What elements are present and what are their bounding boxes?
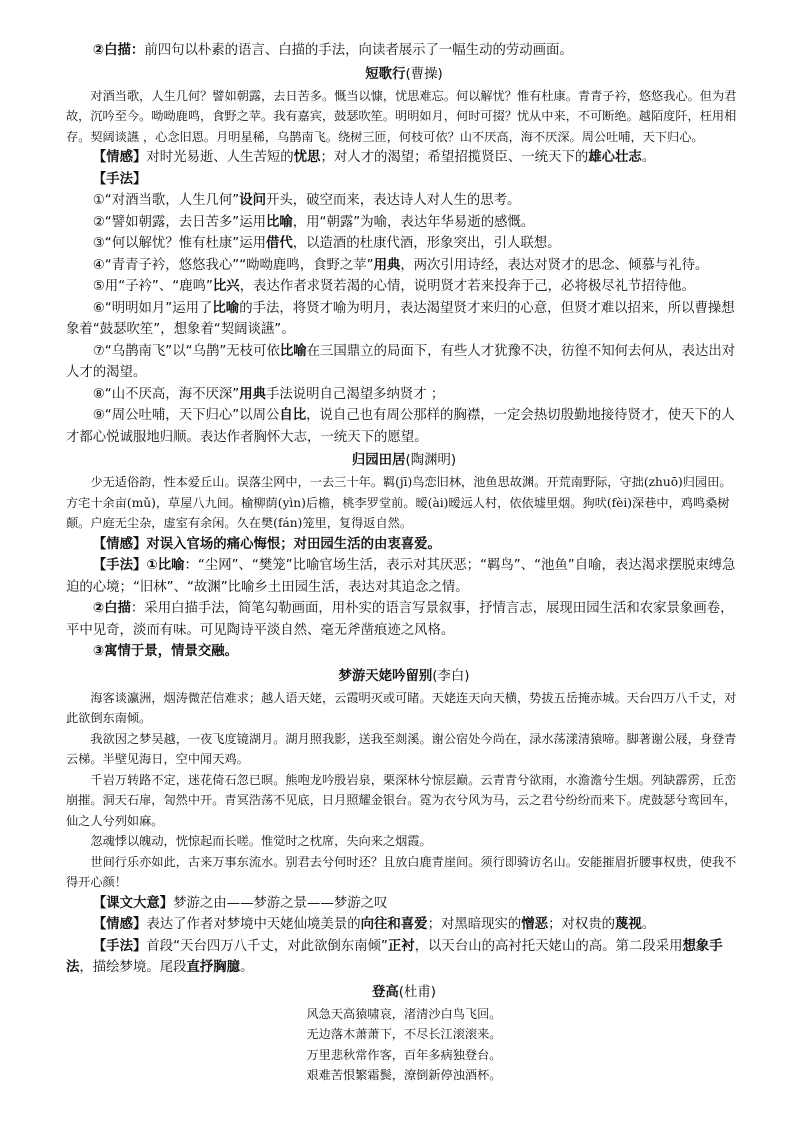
baimiao-text: 前四句以朴素的语言、白描的手法，向读者展示了一幅生动的劳动画面。: [144, 43, 573, 58]
myt-technique-t4: 。: [240, 960, 254, 975]
myt-technique-tag: 【手法】: [92, 938, 147, 954]
gytj-poem: 少无适俗韵，性本爱丘山。误落尘网中，一去三十年。羁(jī)鸟恋旧林，池鱼思故渊。开荒南野际，守拙(zhuō)归园田。方宅十余亩(mǔ)，草屋八九间。榆柳荫(yìn)后檐，桃李罗堂前。暧(ài)暧远人村，依依墟里烟。狗吠(fèi)深巷中，鸡鸣桑树颠。户庭无尘杂，虚室有余闲。久在樊(fán)笼里，复得返自然。: [66, 475, 732, 530]
dgx-emotion-t1: 对时光易逝、人生苦短的: [146, 150, 294, 165]
dg-poem-line: 风急天高猿啸哀，渚清沙白鸟飞回。: [306, 1006, 502, 1021]
dg-poem-line: 无边落木萧萧下，不尽长江滚滚来。: [306, 1027, 502, 1041]
myt-emotion-t1: 表达了作者对梦境中天姥仙境美景的: [146, 917, 361, 932]
dgx-emotion-t2: ；对人才的渴望；希望招揽贤臣、一统天下的: [320, 150, 589, 165]
dgx-technique-item-text: ，表达作者求贤若渴的心情，说明贤才若来投奔于己，必将极尽礼节招待他。: [239, 279, 695, 294]
dg-poem: [66, 1004, 742, 1086]
dgx-technique-item-keyword: 比喻: [265, 214, 293, 230]
dgx-poem: 对酒当歌，人生几何？譬如朝露，去日苦多。慨当以慷，忧思难忘。何以解忧？惟有杜康。青青子衿，悠悠我心。但为君故，沉吟至今。呦呦鹿鸣，食野之苹。我有嘉宾，鼓瑟吹笙。明明如月，何时可掇？忧从中来，不可断绝。越陌度阡，枉用相存。契阔谈讌 ，心念旧恩。月明星稀，乌鹊南飞。绕树三匝，何枝可依？山不厌高，海不厌深。周公吐哺，天下归心。: [66, 88, 737, 144]
dgx-technique-item-keyword: 比喻: [279, 343, 307, 359]
myt-emotion-t3: ；对权贵的: [548, 917, 616, 932]
dg-title: [66, 982, 742, 1004]
myt-emotion: [66, 914, 742, 936]
myt-emotion-t2: ；对黑暗现实的: [427, 917, 522, 932]
gytj-technique-1: [66, 555, 742, 598]
dgx-title-text: 短歌行: [365, 66, 406, 82]
gytj-technique-1-text: ：“尘网”、“樊笼”比喻官场生活，表示对其厌恶；“羁鸟”、“池鱼”自喻，表达渴求摆脱束缚急迫的心境；“旧林”、“故渊”比喻乡土田园生活，表达对其追念之情。: [66, 558, 736, 595]
dgx-technique-item: [66, 255, 742, 277]
dgx-technique-item-text: ，以造酒的杜康代酒，形象突出，引人联想。: [292, 236, 561, 251]
baimiao-note: [66, 40, 742, 62]
gytj-author: (陶渊明): [405, 453, 457, 468]
dgx-technique-item-text: ①“对酒当歌，人生几何”: [92, 193, 240, 208]
dgx-technique-item-text: ⑨“周公吐哺，天下归心”以周公: [92, 408, 280, 423]
myt-poem-p5: 世间行乐亦如此，古来万事东流水。别君去兮何时还？且放白鹿青崖间。须行即骑访名山。安能摧眉折腰事权贵，使我不得开心颜！: [66, 854, 737, 889]
dgx-technique-item: [66, 298, 742, 341]
myt-technique-b2: 想象手法: [66, 938, 723, 975]
dgx-author: (曹操): [405, 66, 443, 82]
dg-author: (杜甫): [398, 984, 436, 1000]
dgx-technique-item-text: ④“青青子衿，悠悠我心”“呦呦鹿鸣，食野之苹”: [92, 257, 374, 273]
dgx-technique-item: [66, 384, 742, 406]
dgx-technique-item-keyword: 自比: [279, 408, 307, 423]
myt-technique-t1: 首段“天台四万八千丈，对此欲倒东南倾”: [146, 938, 388, 954]
dgx-technique-item-text: 在三国鼎立的局面下，有些人才犹豫不决，彷徨不知何去何从，表达出对人才的渴望。: [66, 343, 736, 380]
myt-emotion-b2: 憎恶: [521, 917, 549, 932]
dgx-technique-item-keyword: 比兴: [212, 279, 240, 294]
myt-poem-p3: 千岩万转路不定，迷花倚石忽已暝。熊咆龙吟殷岩泉，栗深林兮惊层巅。云青青兮欲雨，水澹澹兮生烟。列缺霹雳，丘峦崩摧。洞天石扉，訇然中开。青冥浩荡不见底，日月照耀金银台。霓为衣兮风为马，云之君兮纷纷而来下。虎鼓瑟兮鸾回车，仙之人兮列如麻。: [66, 772, 737, 828]
dg-poem-line: 万里悲秋常作客，百年多病独登台。: [306, 1047, 502, 1062]
dgx-emotion-b2: 雄心壮志: [588, 150, 642, 165]
myt-main-idea-text: 梦游之由——梦游之景——梦游之叹: [173, 895, 388, 911]
dgx-technique-item-keyword: 用典: [373, 257, 401, 273]
dgx-technique-item: [66, 276, 742, 298]
dgx-technique-item-text: ②“譬如朝露，去日苦多”运用: [92, 214, 266, 230]
myt-technique-b1: 正衬: [387, 938, 415, 954]
myt-technique: [66, 936, 742, 979]
gytj-technique-2: [66, 598, 742, 641]
baimiao-tag: ②白描：: [92, 43, 145, 58]
dgx-technique-item-text: ⑦“乌鹊南飞”以“乌鹊”无枝可依: [92, 343, 280, 359]
myt-technique-b3: 直抒胸臆: [186, 960, 241, 975]
dgx-technique-item-keyword: 设问: [239, 193, 266, 208]
myt-emotion-tag: 【情感】: [92, 917, 147, 932]
gytj-emotion: 【情感】对误入官场的痛心悔恨；对田园生活的由衷喜爱。: [92, 536, 441, 552]
myt-emotion-t4: 。: [641, 917, 656, 932]
gytj-technique-1-bold: ①比喻: [146, 558, 185, 573]
dgx-technique-item-text: 手法说明自己渴望多纳贤才 ；: [265, 386, 445, 402]
dgx-technique-item-keyword: 用典: [239, 386, 266, 402]
myt-poem-p4: 忽魂悸以魄动，恍惊起而长嗟。惟觉时之枕席，失向来之烟霞。: [90, 834, 432, 848]
dgx-technique-item-text: ，两次引用诗经，表达对贤才的思念、倾慕与礼待。: [400, 257, 709, 273]
gytj-title: [66, 450, 742, 472]
myt-main-idea-tag: 【课文大意】: [92, 895, 174, 911]
myt-emotion-b1: 向往和喜爱: [360, 917, 428, 932]
dgx-technique-item-text: 开头，破空而来，表达诗人对人生的思考。: [265, 193, 521, 208]
gytj-technique-3: ③寓情于景，情景交融。: [92, 644, 239, 659]
dgx-technique-item: [66, 212, 742, 234]
dgx-technique-item-text: ⑧“山不厌高，海不厌深”: [92, 386, 240, 402]
dgx-technique-item-text: 的手法，将贤才喻为明月，表达渴望贤才来归的心意，但贤才难以招来，所以曹操想象着“鼓瑟吹笙”，想象着“契阔谈讌”。: [66, 300, 735, 337]
dgx-technique-item-keyword: 比喻: [212, 300, 240, 316]
dgx-technique-item-text: ，说自己也有周公那样的胸襟，一定会热切殷勤地接待贤才，使天下的人才都心悦诚服地归顺。表达作者胸怀大志，一统天下的愿望。: [66, 408, 735, 445]
dgx-title: [66, 64, 742, 86]
myt-author: (李白): [432, 668, 470, 684]
myt-technique-t3: ，描绘梦境。尾段: [79, 960, 187, 975]
dgx-technique-item-text: ，用“朝露”为喻，表达年华易逝的感慨。: [292, 214, 535, 230]
dgx-technique-item-text: ⑥“明明如月”运用了: [92, 300, 213, 316]
myt-poem-p1: 海客谈瀛洲，烟涛微茫信难求；越人语天姥，云霞明灭或可睹。天姥连天向天横，势拔五岳掩赤城。天台四万八千丈，对此欲倒东南倾。: [66, 690, 737, 725]
dgx-emotion-t3: 。: [641, 150, 656, 165]
gytj-technique-2-text: ：采用白描手法，简笔勾勒画面，用朴实的语言写景叙事，抒情言志，展现田园生活和农家景象画卷，平中见奇，淡而有味。可见陶诗平淡自然、毫无斧凿痕迹之风格。: [66, 601, 734, 638]
myt-poem-p2: 我欲因之梦吴越，一夜飞度镜湖月。湖月照我影，送我至剡溪。谢公宿处今尚在，渌水荡漾清猿啼。脚著谢公屐，身登青云梯。半壁见海日，空中闻天鸡。: [66, 731, 737, 766]
dg-poem-line: 艰难苦恨繁霜鬓，潦倒新停浊酒杯。: [306, 1068, 502, 1082]
dgx-technique-item: [66, 405, 742, 448]
dgx-emotion-b1: 忧思: [293, 150, 321, 165]
dgx-technique-item: [66, 190, 742, 212]
dgx-technique-item-text: ⑤用“子衿”、“鹿鸣”: [92, 279, 213, 294]
myt-title-text: 梦游天姥吟留别: [338, 668, 433, 684]
dgx-emotion-tag: 【情感】: [92, 150, 147, 165]
dgx-technique-list: [66, 190, 742, 448]
gytj-technique-tag: 【手法】: [92, 558, 147, 573]
dg-title-text: 登高: [371, 984, 399, 1000]
myt-emotion-b3: 蔑视: [615, 917, 642, 932]
myt-title: [66, 666, 742, 688]
dgx-technique-item: [66, 233, 742, 255]
gytj-title-text: 归园田居: [351, 453, 406, 468]
dgx-technique-item: [66, 341, 742, 384]
gytj-technique-2-bold: ②白描: [92, 601, 131, 616]
dgx-technique-item-text: ③“何以解忧？惟有杜康”运用: [92, 236, 266, 251]
dgx-emotion: [66, 147, 742, 169]
dgx-technique-item-keyword: 借代: [265, 236, 293, 251]
myt-technique-t2: ，以天台山的高衬托天姥山的高。第二段采用: [414, 938, 683, 954]
myt-main-idea: [66, 893, 742, 915]
dgx-technique-tag: 【手法】: [92, 171, 147, 187]
